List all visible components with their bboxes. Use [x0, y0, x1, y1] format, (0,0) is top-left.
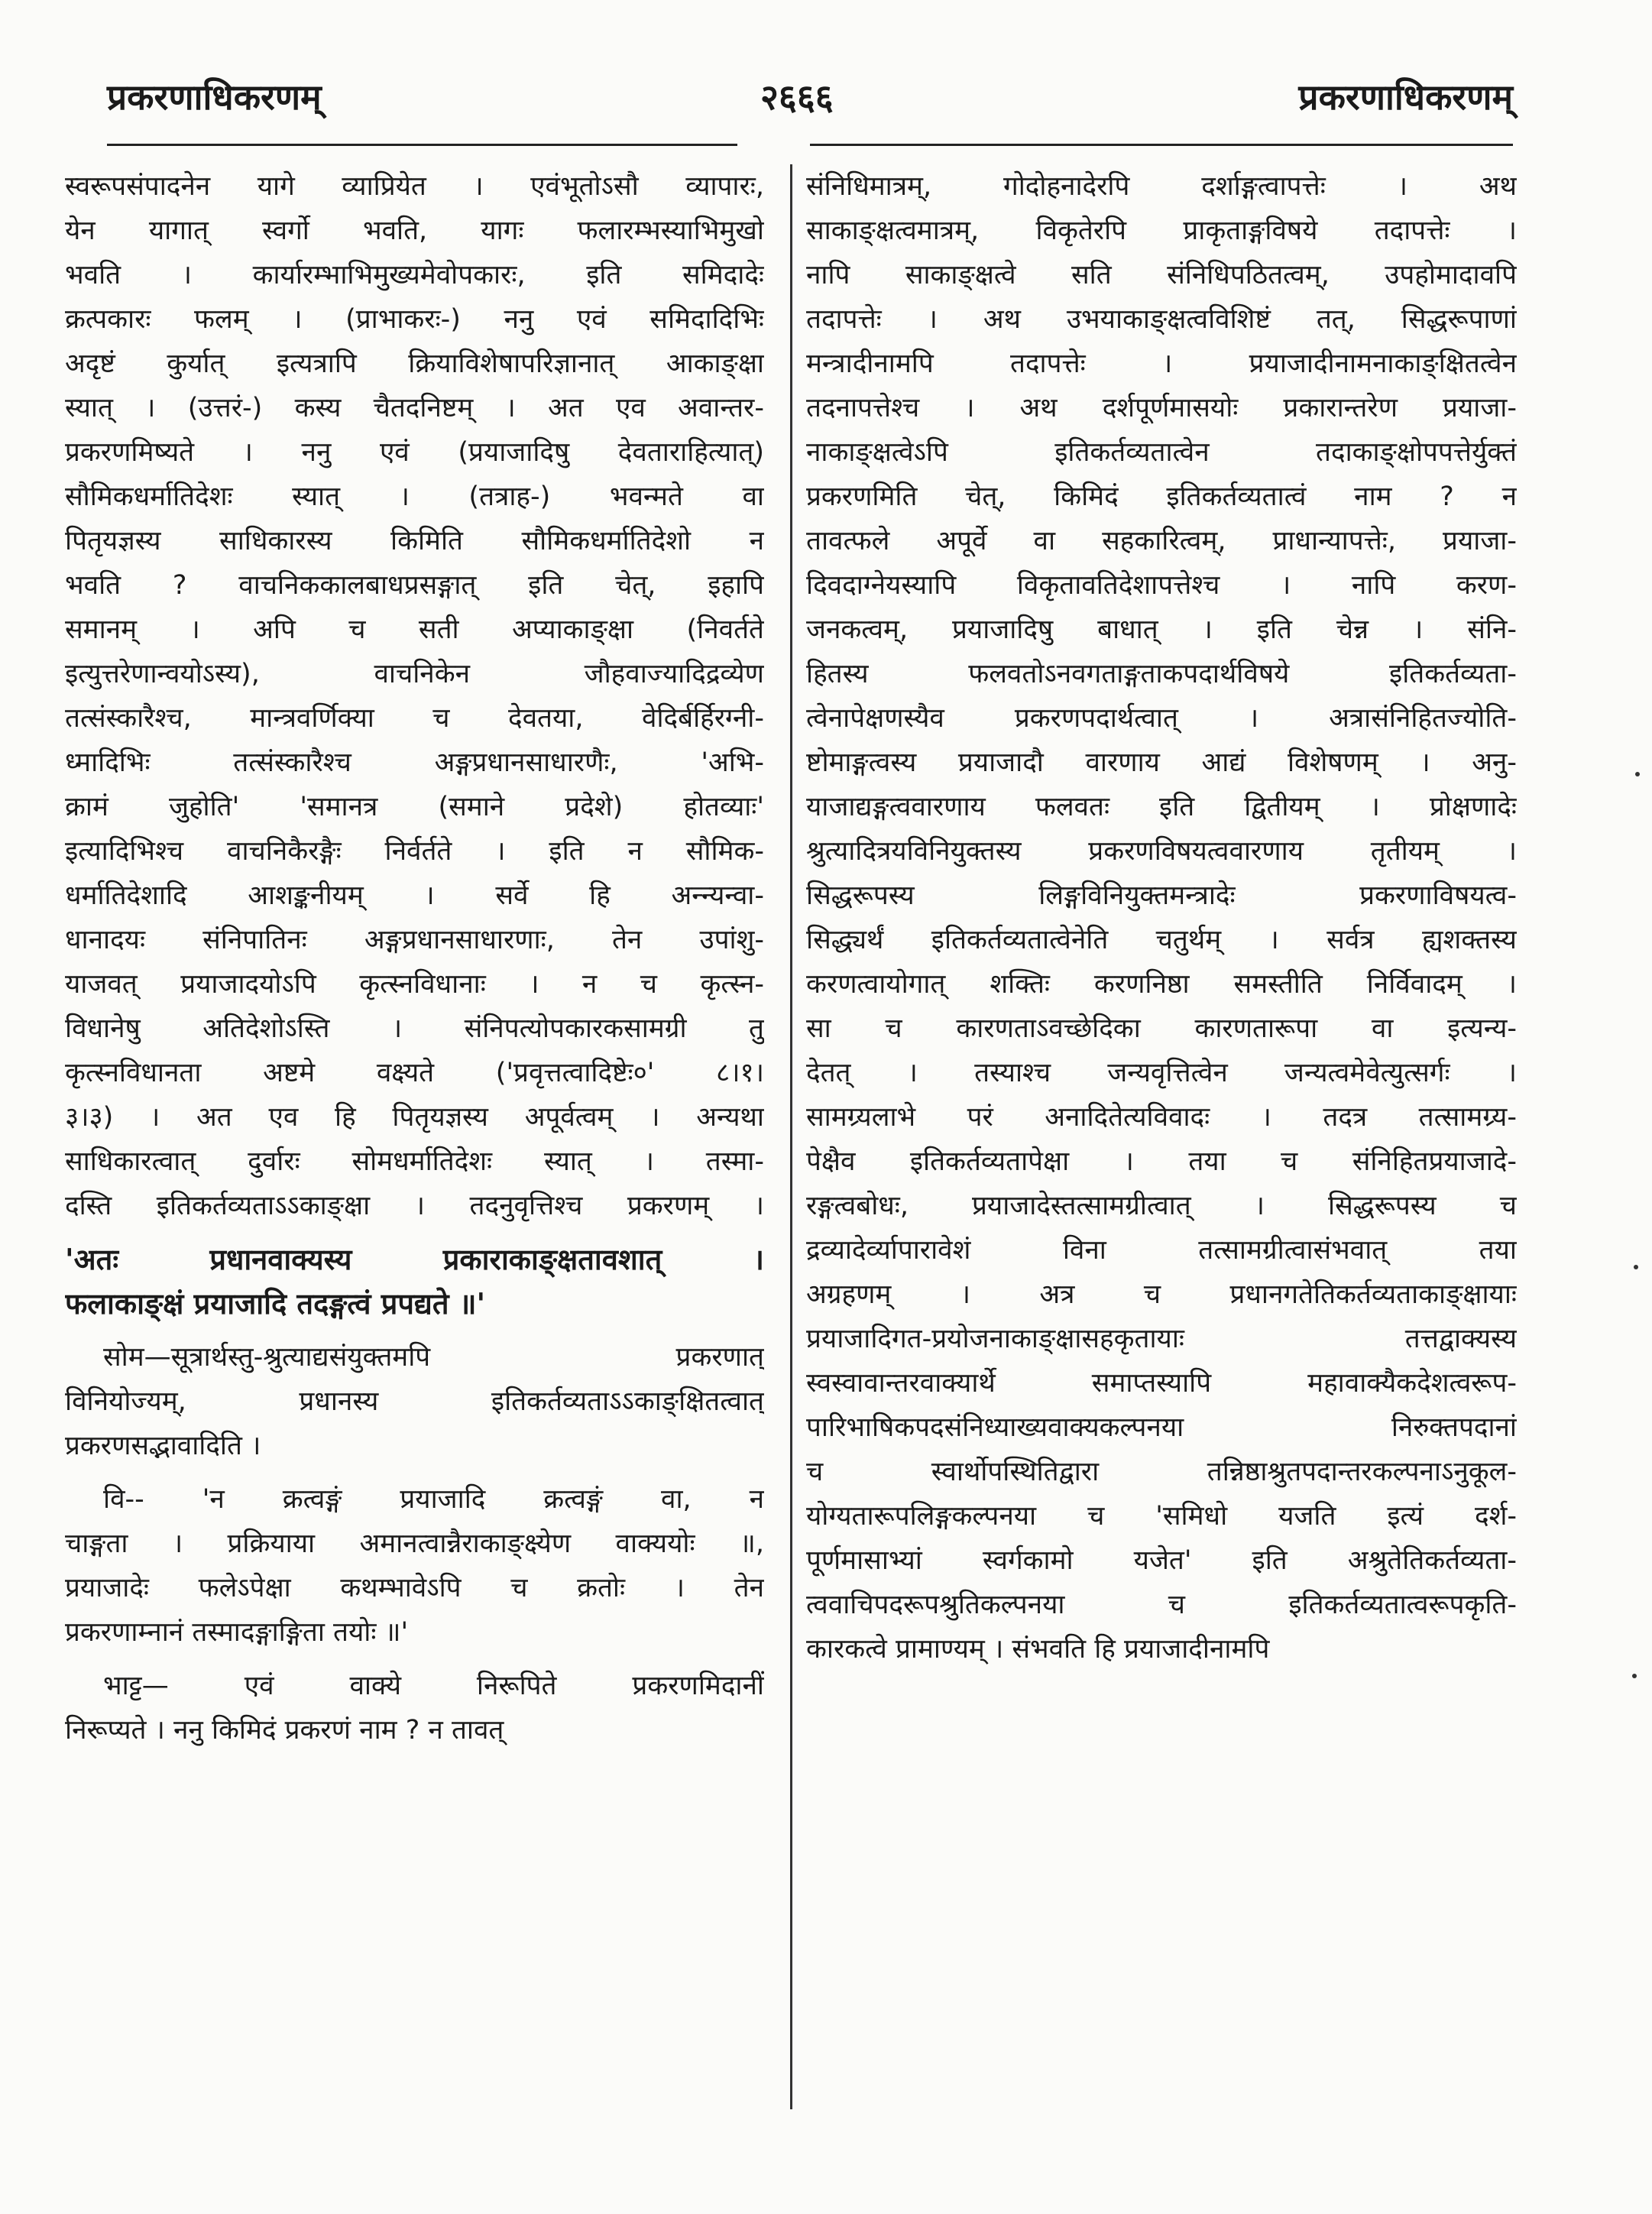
scan-speck — [1632, 1674, 1637, 1678]
text-line: विधानेषु अतिदेशोऽस्ति । संनिपत्योपकारकसामग्री तु — [65, 1013, 764, 1044]
text-line: इत्युत्तरेणान्वयोऽस्य), वाचनिकेन जौहवाज्यादिद्रव्येण — [65, 659, 764, 689]
text-line: तदनापत्तेश्च । अथ दर्शपूर्णमासयोः प्रकारान्तरेण प्रयाजा- — [806, 393, 1517, 423]
text-line: जनकत्वम्, प्रयाजादिषु बाधात् । इति चेन्न । संनि- — [806, 614, 1517, 645]
text-line: फलाकाङ्क्षं प्रयाजादि तदङ्गत्वं प्रपद्यते ॥' — [65, 1287, 486, 1321]
text-line: सिद्ध्यर्थं इतिकर्तव्यतात्वेनेति चतुर्थम् । सर्वत्र ह्यशक्तस्य — [806, 925, 1517, 955]
text-line: हितस्य फलवतोऽनवगताङ्गताकपदार्थविषये इतिकर्तव्यता- — [806, 659, 1517, 689]
text-line: च स्वार्थोपस्थितिद्वारा तन्निष्ठाश्रुतपदान्तरकल्पनाऽनुकूल- — [806, 1457, 1517, 1487]
text-line: साकाङ्क्षत्वमात्रम्, विकृतेरपि प्राकृताङ्गविषये तदापत्तेः । — [806, 216, 1517, 246]
text-line: कारकत्वे प्रामाण्यम् । संभवति हि प्रयाजादीनामपि — [806, 1634, 1270, 1665]
text-line: पेक्षैव इतिकर्तव्यतापेक्षा । तया च संनिहितप्रयाजादे- — [806, 1146, 1517, 1177]
text-line: योग्यतारूपलिङ्गकल्पनया च 'समिधो यजति इत्यं दर्श- — [806, 1501, 1517, 1532]
scan-speck — [1634, 1265, 1638, 1269]
text-line: प्रकरणमिति चेत्, किमिदं इतिकर्तव्यतात्वं नाम ? न — [806, 481, 1517, 512]
text-line: स्वस्वावान्तरवाक्यार्थे समाप्तस्यापि महावाक्यैकदेशत्वरूप- — [806, 1368, 1517, 1399]
text-line: अग्रहणम् । अत्र च प्रधानगतेतिकर्तव्यताकाङ्क्षायाः — [806, 1279, 1517, 1310]
text-line: 'अतः प्रधानवाक्यस्य प्रकाराकाङ्क्षतावशात् । — [65, 1243, 764, 1276]
text-line: वि-- 'न क्रत्वङ्गं प्रयाजादि क्रत्वङ्गं वा, न — [103, 1484, 764, 1515]
text-line: पूर्णमासाभ्यां स्वर्गकामो यजेत' इति अश्रुतेतिकर्तव्यता- — [806, 1545, 1517, 1576]
running-header — [61, 73, 1513, 141]
text-line: सोम—सूत्रार्थस्तु-श्रुत्याद्यसंयुक्तमपि प्रकरणात् — [103, 1342, 764, 1373]
text-line: नाकाङ्क्षत्वेऽपि इतिकर्तव्यतात्वेन तदाकाङ्क्षोपपत्तेर्युक्तं — [806, 437, 1517, 468]
text-line: तत्संस्कारैश्च, मान्त्रवर्णिक्या च देवतया, वेदिर्बर्हिरग्नी- — [65, 703, 764, 734]
text-line: इत्यादिभिश्च वाचनिकैरङ्गैः निर्वर्तते । इति न सौमिक- — [65, 836, 764, 867]
text-line: पितृयज्ञस्य साधिकारस्य किमिति सौमिकधर्मातिदेशो न — [65, 526, 764, 556]
text-line: तदापत्तेः । अथ उभयाकाङ्क्षत्वविशिष्टं तत्, सिद्धरूपाणां — [806, 304, 1517, 335]
text-line: चाङ्गता । प्रक्रियाया अमानत्वान्नैराकाङ्क्ष्येण वाक्ययोः ॥, — [65, 1528, 764, 1559]
text-line: भवति । कार्यारम्भाभिमुख्यमेवोपकारः, इति समिदादेः — [65, 260, 764, 290]
text-line: प्रयाजादिगत-प्रयोजनाकाङ्क्षासहकृतायाः तत्तद्वाक्यस्य — [806, 1324, 1517, 1354]
text-line: प्रकरणसद्भावादिति । — [65, 1431, 261, 1461]
column-divider — [790, 164, 792, 2109]
text-line: प्रकरणमिष्यते । ननु एवं (प्रयाजादिषु देवताराहित्यात्) — [65, 437, 764, 468]
text-line: प्रयाजादेः फलेऽपेक्षा कथम्भावेऽपि च क्रतोः । तेन — [65, 1573, 764, 1603]
text-line: दस्ति इतिकर्तव्यताऽऽकाङ्क्षा । तदनुवृत्तिश्च प्रकरणम् । — [65, 1191, 764, 1221]
text-line: क्रत्पकारः फलम् । (प्राभाकरः-) ननु एवं समिदादिभिः — [65, 304, 764, 335]
text-line: त्ववाचिपदरूपश्रुतिकल्पनया च इतिकर्तव्यतात्वरूपकृति- — [806, 1590, 1517, 1620]
text-line: समानम् । अपि च सती अप्याकाङ्क्षा (निवर्तते — [65, 614, 764, 645]
header-rule-left — [107, 144, 737, 146]
text-line: सा च कारणताऽवच्छेदिका कारणतारूपा वा इत्यन्य- — [806, 1013, 1517, 1044]
text-line: रङ्गत्वबोधः, प्रयाजादेस्तत्सामग्रीत्वात् । सिद्धरूपस्य च — [806, 1191, 1517, 1221]
text-line: साधिकारत्वात् दुर्वारः सोमधर्मातिदेशः स्यात् । तस्मा- — [65, 1146, 764, 1177]
text-line: भवति ? वाचनिककालबाधप्रसङ्गात् इति चेत्, इहापि — [65, 570, 764, 601]
text-line: स्वरूपसंपादनेन यागे व्याप्रियेत । एवंभूतोऽसौ व्यापारः, — [65, 171, 764, 202]
text-line: कृत्स्नविधानता अष्टमे वक्ष्यते ('प्रवृत्तत्वादिष्टेः०' ८।१। — [65, 1058, 764, 1088]
header-title-left: प्रकरणाधिकरणम् — [107, 76, 322, 118]
text-line: सिद्धरूपस्य लिङ्गविनियुक्तमन्त्रादेः प्रकरणाविषयत्व- — [806, 880, 1517, 911]
text-line: याजाद्यङ्गत्ववारणाय फलवतः इति द्वितीयम् । प्रोक्षणादेः — [806, 792, 1517, 822]
text-line: ३।३) । अत एव हि पितृयज्ञस्य अपूर्वत्वम् । अन्यथा — [65, 1102, 764, 1133]
text-line: स्यात् । (उत्तरं-) कस्य चैतदनिष्टम् । अत एव अवान्तर- — [65, 393, 764, 423]
text-line: सामग्र्यलाभे परं अनादितेत्यविवादः । तदत्र तत्सामग्र्य- — [806, 1102, 1517, 1133]
left-column — [65, 164, 764, 1752]
text-line: ध्मादिभिः तत्संस्कारैश्च अङ्गप्रधानसाधारणैः, 'अभि- — [65, 747, 764, 778]
text-line: प्रकरणाम्नानं तस्मादङ्गाङ्गिता तयोः ॥' — [65, 1617, 409, 1648]
right-column — [806, 164, 1517, 1671]
text-line: धर्मातिदेशादि आशङ्कनीयम् । सर्वे हि अन्न्यन्वा- — [65, 880, 764, 911]
text-line: येन यागात् स्वर्गो भवति, यागः फलारम्भस्याभिमुखो — [65, 216, 764, 246]
text-line: याजवत् प्रयाजादयोऽपि कृत्स्नविधानाः । न च कृत्स्न- — [65, 969, 764, 1000]
page-number: २६६६ — [760, 76, 834, 118]
header-title-right: प्रकरणाधिकरणम् — [1298, 76, 1513, 118]
text-line: सौमिकधर्मातिदेशः स्यात् । (तत्राह-) भवन्मते वा — [65, 481, 764, 512]
text-line: क्रामं जुहोति' 'समानत्र (समाने प्रदेशे) होतव्याः' — [65, 792, 764, 822]
text-line: विनियोज्यम्, प्रधानस्य इतिकर्तव्यताऽऽकाङ्क्षितत्वात् — [65, 1386, 764, 1417]
text-line: दिवदाग्नेयस्यापि विकृतावतिदेशापत्तेश्च । नापि करण- — [806, 570, 1517, 601]
text-line: देतत् । तस्याश्च जन्यवृत्तित्वेन जन्यत्वमेवेत्युत्सर्गः । — [806, 1058, 1517, 1088]
text-line: त्वेनापेक्षणस्यैव प्रकरणपदार्थत्वात् । अत्रासंनिहितज्योति- — [806, 703, 1517, 734]
text-line: ष्टोमाङ्गत्वस्य प्रयाजादौ वारणाय आद्यं विशेषणम् । अनु- — [806, 747, 1517, 778]
scan-speck — [1635, 772, 1640, 776]
text-line: धानादयः संनिपातिनः अङ्गप्रधानसाधारणाः, तेन उपांशु- — [65, 925, 764, 955]
text-line: भाट्ट— एवं वाक्ये निरूपिते प्रकरणमिदानीं — [103, 1671, 764, 1701]
text-line: द्रव्यादेर्व्यापारावेशं विना तत्सामग्रीत्वासंभवात् तया — [806, 1235, 1517, 1266]
text-line: करणत्वायोगात् शक्तिः करणनिष्ठा समस्तीति निर्विवादम् । — [806, 969, 1517, 1000]
text-line: निरूप्यते । ननु किमिदं प्रकरणं नाम ? न तावत् — [65, 1715, 504, 1746]
text-line: पारिभाषिकपदसंनिध्याख्यवाक्यकल्पनया निरुक्तपदानां — [806, 1412, 1517, 1443]
text-line: तावत्फले अपूर्वे वा सहकारित्वम्, प्राधान्यापत्तेः, प्रयाजा- — [806, 526, 1517, 556]
text-line: अदृष्टं कुर्यात् इत्यत्रापि क्रियाविशेषापरिज्ञानात् आकाङ्क्षा — [65, 348, 764, 379]
text-line: नापि साकाङ्क्षत्वे सति संनिधिपठितत्वम्, उपहोमादावपि — [806, 260, 1517, 290]
text-line: संनिधिमात्रम्, गोदोहनादेरपि दर्शाङ्गत्वापत्तेः । अथ — [806, 171, 1517, 202]
header-rule-right — [810, 144, 1513, 146]
text-line: मन्त्रादीनामपि तदापत्तेः । प्रयाजादीनामनाकाङ्क्षितत्वेन — [806, 348, 1517, 379]
text-line: श्रुत्यादित्रयविनियुक्तस्य प्रकरणविषयत्ववारणाय तृतीयम् । — [806, 836, 1517, 867]
